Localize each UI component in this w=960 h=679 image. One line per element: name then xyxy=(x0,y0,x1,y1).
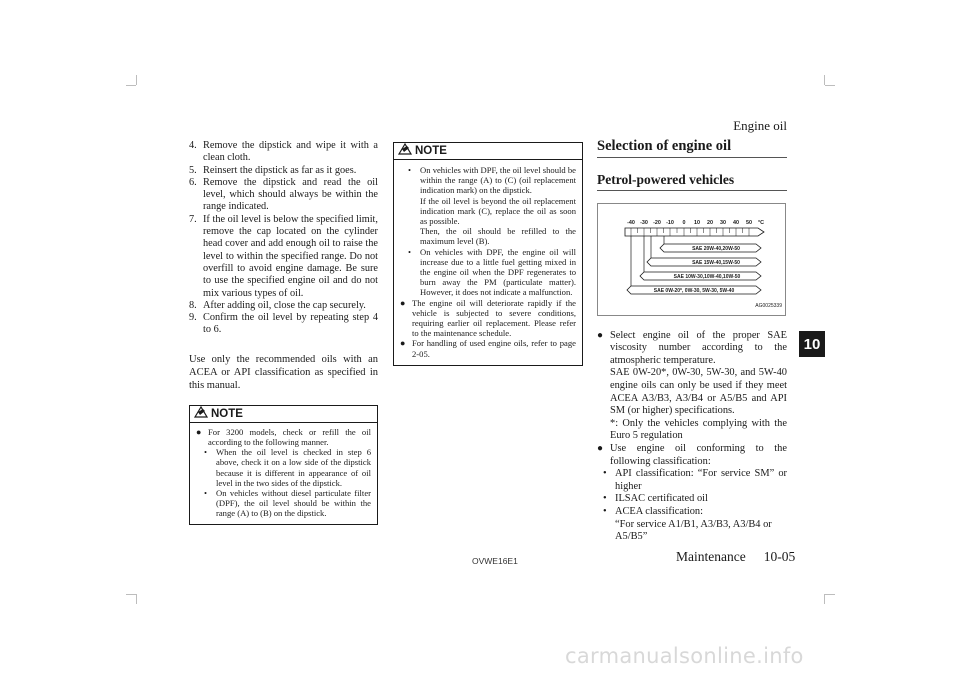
scale-label: 0 xyxy=(682,219,686,226)
crop-mark xyxy=(825,594,835,595)
crop-mark xyxy=(126,594,136,595)
note-box xyxy=(393,142,583,366)
selection-sub-bullet: • ILSAC certificated oil xyxy=(603,493,708,505)
bullet-icon: ● xyxy=(597,442,604,454)
scale-label: -20 xyxy=(653,219,661,226)
note-sub-bullet: • On vehicles without diesel particulate filter (DPF), the oil level should be within the range (A) to (B) on the dipstick. xyxy=(204,487,371,519)
scale-label: 30 xyxy=(720,219,726,226)
note-bullet: ● For handling of used engine oils, refer to page 2-05. xyxy=(400,338,576,359)
note-label: NOTE xyxy=(211,407,243,420)
note-sub-bullet: • On vehicles with DPF, the oil level should be within the range (A) to (C) (oil replacement indication mark) on the dipstick. If the oil level is beyond the oil replacement indication mark (C), replace the oil as soon as possible. Then, the oil should be refilled to the maximum level (B). xyxy=(408,165,576,247)
page-number: 10-05 xyxy=(763,549,796,564)
recommended-oil-paragraph: Use only the recommended oils with an ACEA or API classification as specified in this manual. xyxy=(189,353,378,391)
selection-bullet: ● Use engine oil conforming to the following classification: xyxy=(597,442,787,467)
viscosity-bar-label: SAE 0W-20*, 0W-30, 5W-30, 5W-40 xyxy=(653,287,735,294)
watermark: carmanualsonline.info xyxy=(565,644,804,668)
crop-mark xyxy=(126,85,136,86)
scale-unit: °C xyxy=(757,219,765,226)
step-item: 6. Remove the dipstick and read the oil level, which should always be within the range indicated. xyxy=(189,176,378,213)
bullet-icon: ● xyxy=(400,297,406,308)
page-footer xyxy=(676,549,795,565)
note-bullet: ● For 3200 models, check or refill the oil according to the following manner. xyxy=(196,426,371,447)
selection-bullet: ● Select engine oil of the proper SAE viscosity number according to the atmospheric temperature. xyxy=(597,329,787,366)
chapter-tab: 10 xyxy=(799,331,825,357)
selection-paragraph: SAE 0W-20*, 0W-30, 5W-30, and 5W-40 engine oils can only be used if they meet ACEA A3/B3, A3/B4 or A5/B5 and API SM (or higher) specifications. xyxy=(610,367,787,417)
bullet-icon: ● xyxy=(196,426,202,437)
selection-sub-bullet: • API classification: “For service SM” or higher xyxy=(603,468,787,492)
step-item: 5. Reinsert the dipstick as far as it goes. xyxy=(189,164,357,176)
note-sub-bullet: • When the oil level is checked in step 6 above, check it on a low side of the dipstick because it is different in appearance of oil level in the two sides of the dipstick. xyxy=(204,447,371,488)
scale-label: -10 xyxy=(666,219,674,226)
scale-label: 40 xyxy=(733,219,739,226)
note-label: NOTE xyxy=(415,144,447,157)
step-item: 4. Remove the dipstick and wipe it with a clean cloth. xyxy=(189,140,378,164)
procedure-steps xyxy=(189,140,378,337)
column-left xyxy=(189,140,378,525)
running-header: Engine oil xyxy=(733,118,787,133)
note-body xyxy=(190,423,377,524)
viscosity-bar-label: SAE 10W-30,10W-40,10W-50 xyxy=(673,273,741,280)
step-item: 7. If the oil level is below the specified limit, remove the cap located on the cylinder head cover and add enough oil to raise the level to within the specified range. Do not overfill to avoid engine damage. Be sure to use the specified engine oil and do not mix various types of oil. xyxy=(189,213,378,299)
section-title: Selection of engine oil xyxy=(597,140,787,158)
scale-label: 10 xyxy=(694,219,700,226)
note-header xyxy=(394,143,582,160)
column-middle xyxy=(393,142,583,366)
crop-mark xyxy=(136,75,137,85)
step-item: 9. Confirm the oil level by repeating step 4 to 6. xyxy=(189,312,378,336)
column-right xyxy=(597,140,787,544)
temperature-scale xyxy=(625,228,764,236)
crop-mark xyxy=(136,594,137,604)
selection-footnote: *: Only the vehicles complying with the Euro 5 regulation xyxy=(610,417,787,442)
viscosity-chart xyxy=(598,204,785,315)
note-box xyxy=(189,405,378,525)
bullet-icon: ● xyxy=(400,338,406,349)
note-sub-bullet: • On vehicles with DPF, the engine oil will increase due to a little fuel getting mixed in the engine oil when the DPF regenerates to burn away the PM (particulate matter). However, it does not indicate a malfunction. xyxy=(408,246,576,298)
crop-mark xyxy=(825,85,835,86)
selection-sub-bullet: • ACEA classification: “For service A1/B1, A3/B3, A3/B4 or A5/B5” xyxy=(603,505,772,543)
bullet-icon: ● xyxy=(597,329,604,341)
note-body xyxy=(394,160,582,365)
note-icon xyxy=(194,406,208,422)
scale-label: -30 xyxy=(640,219,648,226)
document-code: OVWE16E1 xyxy=(472,556,518,566)
crop-mark xyxy=(824,594,825,604)
viscosity-bar-label: SAE 15W-40,15W-50 xyxy=(692,259,740,266)
footer-section: Maintenance xyxy=(676,549,746,564)
subsection-title: Petrol-powered vehicles xyxy=(597,174,787,190)
note-icon xyxy=(398,143,412,159)
step-item: 8. After adding oil, close the cap securely. xyxy=(189,299,366,311)
viscosity-chart-figure xyxy=(597,203,786,316)
scale-label: -40 xyxy=(627,219,635,226)
scale-label: 20 xyxy=(707,219,713,226)
figure-id: AG0025339 xyxy=(755,303,782,310)
note-bullet: ● The engine oil will deteriorate rapidly if the vehicle is subjected to severe conditions, requiring earlier oil replacement. Please refer to the maintenance schedule. xyxy=(400,297,576,339)
scale-label: 50 xyxy=(746,219,752,226)
crop-mark xyxy=(824,75,825,85)
oil-selection-list xyxy=(597,330,787,544)
viscosity-bar-label: SAE 20W-40,20W-50 xyxy=(692,245,740,252)
note-header xyxy=(190,406,377,423)
